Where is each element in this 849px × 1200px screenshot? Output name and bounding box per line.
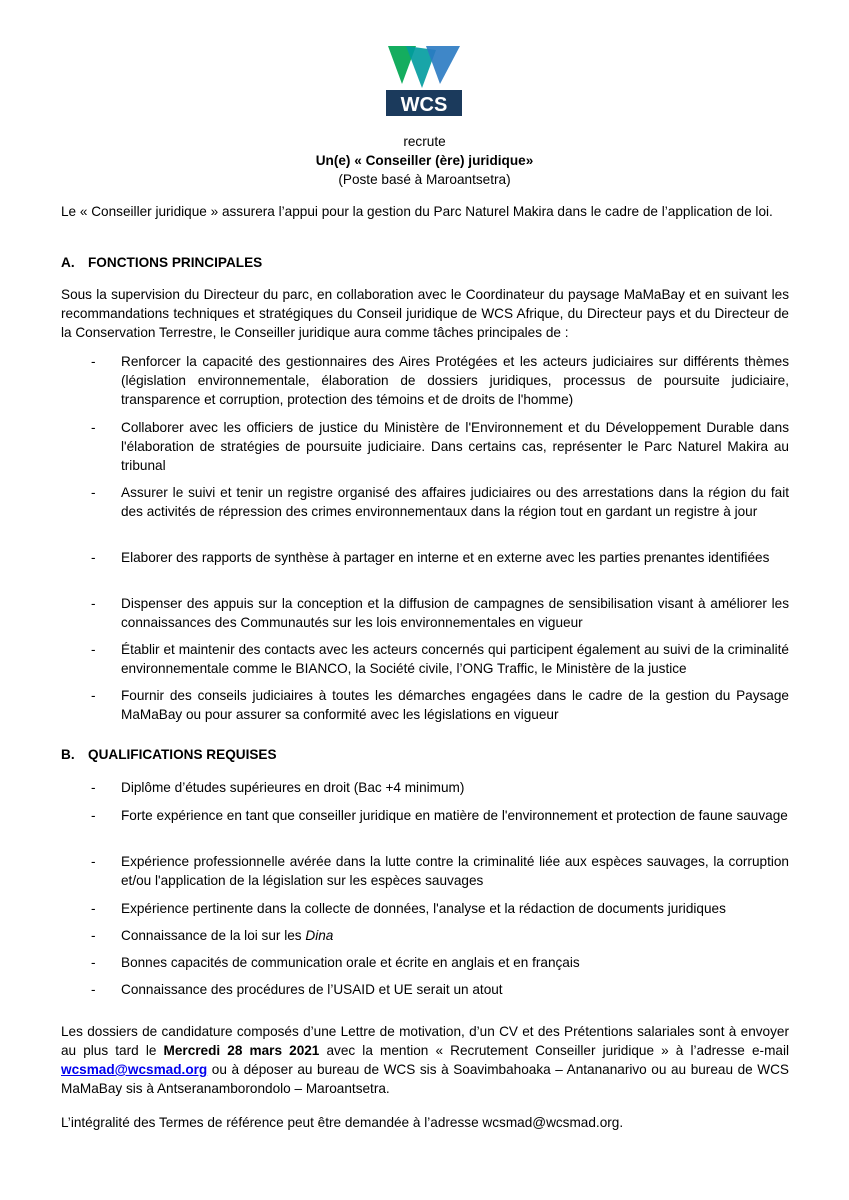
list-item-text: Elaborer des rapports de synthèse à partager en interne et en externe avec les parties prenantes identifiées [121, 550, 770, 565]
application-text-2: avec la mention « Recrutement Conseiller juridique » à l’adresse e-mail [319, 1043, 789, 1058]
list-dash: - [91, 688, 96, 703]
recruits-label: recrute [403, 134, 446, 149]
list-item-text: Dispenser des appuis sur la conception et la diffusion de campagnes de sensibilisation visant à améliorer les connaissances des Communautés sur les lois environnementales en vigueur [121, 596, 789, 630]
dina-word: Dina [305, 928, 334, 943]
list-dash: - [91, 982, 96, 997]
list-item-text: Bonnes capacités de communication orale et écrite en anglais et en français [121, 955, 580, 970]
list-dash: - [91, 596, 96, 611]
intro-paragraph: Le « Conseiller juridique » assurera l’appui pour la gestion du Parc Naturel Makira dans le cadre de l’application de loi. [61, 204, 773, 219]
list-item-text: Connaissance des procédures de l’USAID et UE serait un atout [121, 982, 503, 997]
list-item-text [121, 926, 789, 945]
list-dash: - [91, 780, 96, 795]
position-location: (Poste basé à Maroantsetra) [338, 172, 511, 187]
section-a-intro: Sous la supervision du Directeur du parc, en collaboration avec le Coordinateur du paysage MaMaBay et en suivant les recommandations techniques et stratégiques du Conseil juridique de WCS Afrique, du Directeur pays et du Directeur de la Conservation Terrestre, le Conseiller juridique aura comme tâches principales de : [61, 287, 789, 340]
application-text-1: Les dossiers de candidature composés d’une Lettre de motivation, d’un CV et des Prétentions salariales sont à envoyer au plus tard le [61, 1024, 789, 1058]
list-item-text: Établir et maintenir des contacts avec les acteurs concernés qui participent également au suivi de la criminalité environnementale comme le BIANCO, la Société civile, l’ONG Traffic, le Ministère de la justice [121, 642, 789, 676]
list-dash: - [91, 550, 96, 565]
dina-prefix: Connaissance de la loi sur les [121, 928, 306, 943]
list-dash: - [91, 354, 96, 369]
list-item-text: Fournir des conseils judiciaires à toutes les démarches engagées dans le cadre de la gestion du Paysage MaMaBay ou pour assurer sa conformité avec les législations en vigueur [121, 688, 789, 722]
list-dash: - [91, 642, 96, 657]
section-a-heading [61, 253, 262, 272]
tor-note: L’intégralité des Termes de référence peut être demandée à l’adresse wcsmad@wcsmad.org. [61, 1115, 624, 1130]
list-dash: - [91, 901, 96, 916]
wcs-logo [386, 40, 462, 116]
list-item-text: Expérience pertinente dans la collecte de données, l'analyse et la rédaction de documents juridiques [121, 901, 726, 916]
list-item-text: Assurer le suivi et tenir un registre organisé des affaires judiciaires ou des arrestations dans la région du fait des activités de répression des crimes environnementaux dans la région tout en gardant un registre à jour [121, 485, 789, 519]
section-b-letter: B. [61, 747, 75, 762]
list-item-text: Expérience professionnelle avérée dans la lutte contre la criminalité liée aux espèces sauvages, la corruption et/ou l'application de la législation sur les espèces sauvages [121, 854, 789, 888]
list-dash: - [91, 808, 96, 823]
application-text-3: ou à déposer au bureau de WCS sis à Soavimbahoaka – Antananarivo ou au bureau de WCS MaMaBay sis à Antseranamborondolo – Maroantsetra. [61, 1062, 789, 1096]
list-dash: - [91, 420, 96, 435]
list-item-text: Forte expérience en tant que conseiller juridique en matière de l'environnement et protection de faune sauvage [121, 808, 788, 823]
list-item-text: Collaborer avec les officiers de justice du Ministère de l'Environnement et du Développement Durable dans l'élaboration de stratégies de poursuite judiciaire. Dans certains cas, représenter le Parc Naturel Makira au tribunal [121, 420, 789, 473]
email-link[interactable]: wcsmad@wcsmad.org [61, 1062, 208, 1077]
list-dash: - [91, 928, 96, 943]
list-dash: - [91, 485, 96, 500]
application-paragraph [61, 1022, 789, 1098]
list-item-text: Renforcer la capacité des gestionnaires des Aires Protégées et les acteurs judiciaires sur différents thèmes (législation environnementale, élaboration de dossiers juridiques, processus de poursuite judiciaire, transparence et corruption, protection des témoins et de droits de l'homme) [121, 354, 789, 407]
section-b-title: QUALIFICATIONS REQUISES [88, 747, 277, 762]
application-deadline: Mercredi 28 mars 2021 [163, 1043, 320, 1058]
position-title: Un(e) « Conseiller (ère) juridique» [315, 153, 534, 168]
list-dash: - [91, 955, 96, 970]
list-item-text: Diplôme d’études supérieures en droit (Bac +4 minimum) [121, 780, 465, 795]
logo-text: WCS [400, 94, 448, 116]
list-dash: - [91, 854, 96, 869]
wcs-logo-mark [386, 40, 462, 116]
section-a-title: FONCTIONS PRINCIPALES [88, 255, 263, 270]
section-a-letter: A. [61, 255, 75, 270]
section-b-heading [61, 745, 277, 764]
